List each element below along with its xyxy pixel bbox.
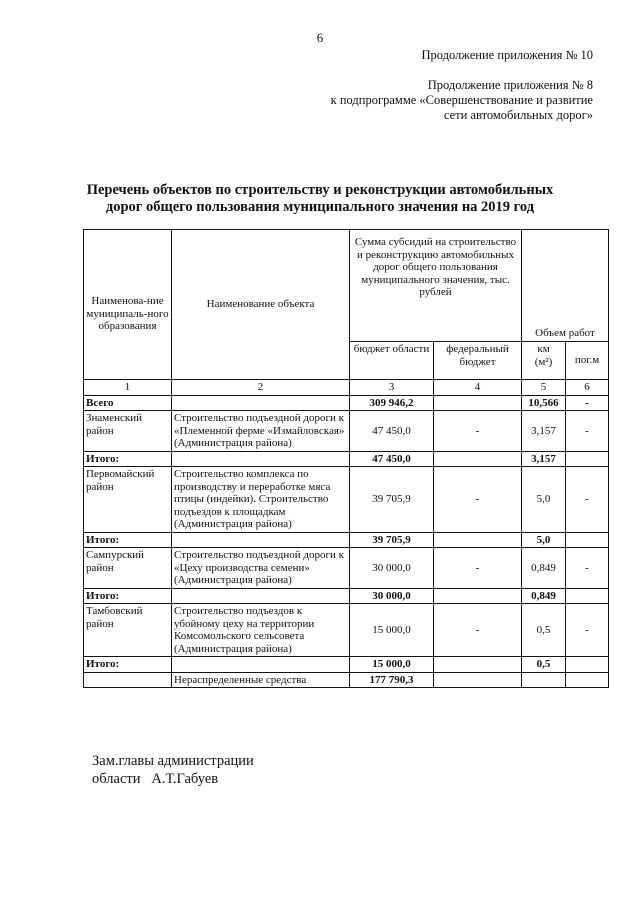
column-number: 3 [350, 380, 434, 396]
header-subsidy-sum: Сумма субсидий на строительство и реконструкцию автомобильных дорог общего пользования муниципального значения, тыс. рублей [350, 230, 522, 342]
subtotal-km: 0,849 [522, 588, 566, 604]
total-object-cell [172, 395, 350, 411]
signature-position: Зам.главы администрации [92, 753, 254, 769]
subtotal-empty [434, 588, 522, 604]
linear-value: - [566, 467, 609, 533]
unallocated-empty [434, 672, 522, 688]
appendix-continuation: Продолжение приложения № 10 [421, 48, 593, 62]
subtotal-regional: 15 000,0 [350, 657, 434, 673]
table-row [84, 604, 609, 657]
object-name: Строительство подъездной дороги к «Племенной ферме «Измайловская» (Администрация района) [172, 411, 350, 452]
signature-block [92, 752, 254, 788]
district-name: Знаменский район [84, 411, 172, 452]
object-name: Строительство подъездов к убойному цеху на территории Комсомольского сельсовета (Администрация района) [172, 604, 350, 657]
header-regional-budget: бюджет области [350, 342, 434, 380]
unallocated-empty [566, 672, 609, 688]
regional-value: 15 000,0 [350, 604, 434, 657]
table-row [84, 467, 609, 533]
page-number: 6 [316, 30, 324, 45]
subtotal-empty [566, 657, 609, 673]
header-km-unit: км [537, 343, 550, 355]
signature-name: области А.Т.Габуев [92, 771, 219, 787]
subtotal-empty [434, 451, 522, 467]
subtotal-empty [566, 532, 609, 548]
km-value: 3,157 [522, 411, 566, 452]
total-label: Всего [84, 395, 172, 411]
subtotal-empty [566, 588, 609, 604]
subtotal-empty [566, 451, 609, 467]
subtotal-empty [172, 451, 350, 467]
subtotal-km: 5,0 [522, 532, 566, 548]
unallocated-row [84, 672, 609, 688]
linear-value: - [566, 548, 609, 589]
subtotal-row [84, 532, 609, 548]
unallocated-label: Нераспределенные средства [172, 672, 350, 688]
column-number: 6 [566, 380, 609, 396]
subtotal-label: Итого: [84, 451, 172, 467]
subtotal-label: Итого: [84, 532, 172, 548]
total-federal [434, 395, 522, 411]
title-line1: Перечень объектов по строительству и реконструкции автомобильных [86, 182, 554, 198]
district-name: Сампурский район [84, 548, 172, 589]
table-row [84, 411, 609, 452]
linear-value: - [566, 604, 609, 657]
title-line2: дорог общего пользования муниципального значения на 2019 год [105, 199, 535, 215]
total-regional: 309 946,2 [350, 395, 434, 411]
subtotal-km: 3,157 [522, 451, 566, 467]
column-number: 5 [522, 380, 566, 396]
unallocated-empty [84, 672, 172, 688]
unallocated-regional: 177 790,3 [350, 672, 434, 688]
km-value: 5,0 [522, 467, 566, 533]
km-value: 0,5 [522, 604, 566, 657]
header-municipality: Наименова-ние муниципаль-ного образования [84, 230, 172, 380]
objects-table [83, 229, 609, 688]
regional-value: 47 450,0 [350, 411, 434, 452]
column-number-row [84, 380, 609, 396]
document-title [60, 182, 580, 216]
subtotal-empty [172, 657, 350, 673]
subtotal-row [84, 451, 609, 467]
subtotal-label: Итого: [84, 657, 172, 673]
regional-value: 39 705,9 [350, 467, 434, 533]
subtotal-row [84, 657, 609, 673]
district-name: Первомайский район [84, 467, 172, 533]
federal-value: - [434, 411, 522, 452]
subtotal-label: Итого: [84, 588, 172, 604]
federal-value: - [434, 467, 522, 533]
object-name: Строительство комплекса по производству и переработке мяса птицы (индейки). Строительство подъездов к площадкам (Администрация района) [172, 467, 350, 533]
subtotal-km: 0,5 [522, 657, 566, 673]
federal-value: - [434, 604, 522, 657]
subtotal-regional: 47 450,0 [350, 451, 434, 467]
column-number: 2 [172, 380, 350, 396]
object-name: Строительство подъездной дороги к «Цеху производства семени» (Администрация района) [172, 548, 350, 589]
header-work-volume: Объем работ [522, 230, 609, 342]
sub-appendix-block [331, 78, 593, 123]
header-m2-unit: (м²) [534, 355, 553, 368]
table-row [84, 548, 609, 589]
federal-value: - [434, 548, 522, 589]
header-federal-budget: федеральный бюджет [434, 342, 522, 380]
district-name: Тамбовский район [84, 604, 172, 657]
column-number: 4 [434, 380, 522, 396]
subtotal-regional: 39 705,9 [350, 532, 434, 548]
subtotal-empty [434, 532, 522, 548]
sub-appendix-line1: Продолжение приложения № 8 [427, 78, 593, 92]
subtotal-empty [172, 532, 350, 548]
km-value: 0,849 [522, 548, 566, 589]
header-km [522, 342, 566, 380]
subtotal-empty [172, 588, 350, 604]
header-linear-m: пог.м [566, 342, 609, 380]
total-km: 10,566 [522, 395, 566, 411]
subtotal-row [84, 588, 609, 604]
sub-appendix-line2: к подпрограмме «Совершенствование и развитие [330, 93, 593, 107]
linear-value: - [566, 411, 609, 452]
sub-appendix-line3: сети автомобильных дорог» [443, 108, 593, 122]
header-object: Наименование объекта [172, 230, 350, 380]
total-row [84, 395, 609, 411]
regional-value: 30 000,0 [350, 548, 434, 589]
subtotal-empty [434, 657, 522, 673]
column-number: 1 [84, 380, 172, 396]
header-row-1 [84, 230, 609, 342]
unallocated-empty [522, 672, 566, 688]
total-linear: - [566, 395, 609, 411]
subtotal-regional: 30 000,0 [350, 588, 434, 604]
